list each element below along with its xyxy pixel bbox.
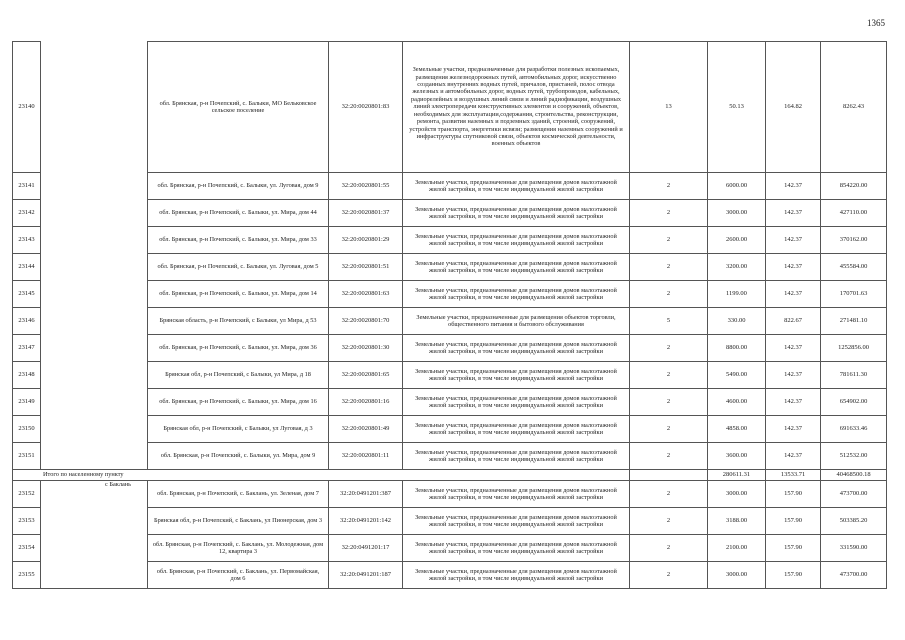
group-cell: 5	[630, 308, 708, 335]
rate-cell: 142.37	[766, 443, 821, 470]
cadastral-number-cell: 32:20:0491201:142	[329, 508, 403, 535]
summary-area: 280611.31	[708, 470, 766, 481]
spacer-cell	[41, 335, 148, 362]
land-use-cell: Земельные участки, предназначенные для размещения домов малоэтажной жилой застройки, в том числе индивидуальной жилой застройки	[403, 535, 630, 562]
table-row	[13, 42, 887, 173]
address-cell: обл. Брянская, р-н Почепский, с. Балыки, ул. Мира, дом 36	[148, 335, 329, 362]
group-cell: 2	[630, 416, 708, 443]
table-row	[13, 281, 887, 308]
table-row	[13, 254, 887, 281]
value-cell: 854220.00	[821, 173, 887, 200]
row-id-cell: 23148	[13, 362, 41, 389]
spacer-cell	[41, 308, 148, 335]
row-id-cell: 23144	[13, 254, 41, 281]
land-use-cell: Земельные участки, предназначенные для размещения домов малоэтажной жилой застройки, в том числе индивидуальной жилой застройки	[403, 227, 630, 254]
cadastral-number-cell: 32:20:0020801:70	[329, 308, 403, 335]
spacer-cell	[41, 362, 148, 389]
cadastral-number-cell: 32:20:0020801:65	[329, 362, 403, 389]
land-use-cell: Земельные участки, предназначенные для размещения домов малоэтажной жилой застройки, в том числе индивидуальной жилой застройки	[403, 281, 630, 308]
rate-cell: 142.37	[766, 254, 821, 281]
area-cell: 3000.00	[708, 200, 766, 227]
value-cell: 271481.10	[821, 308, 887, 335]
spacer-cell	[41, 443, 148, 470]
value-cell: 8262.43	[821, 42, 887, 173]
table-body-baklan	[13, 481, 887, 589]
spacer-cell	[41, 254, 148, 281]
rate-cell: 822.67	[766, 308, 821, 335]
cadastral-number-cell: 32:20:0020801:55	[329, 173, 403, 200]
group-cell: 2	[630, 281, 708, 308]
area-cell: 1199.00	[708, 281, 766, 308]
land-use-cell: Земельные участки, предназначенные для размещения домов малоэтажной жилой застройки, в том числе индивидуальной жилой застройки	[403, 173, 630, 200]
cadastral-number-cell: 32:20:0491201:387	[329, 481, 403, 508]
cadastral-number-cell: 32:20:0020801:37	[329, 200, 403, 227]
value-cell: 331590.00	[821, 535, 887, 562]
value-cell: 691633.46	[821, 416, 887, 443]
row-id-cell: 23141	[13, 173, 41, 200]
cadastral-number-cell: 32:20:0020801:49	[329, 416, 403, 443]
rate-cell: 157.90	[766, 508, 821, 535]
value-cell: 455584.00	[821, 254, 887, 281]
row-id-cell: 23145	[13, 281, 41, 308]
summary-empty-cell	[630, 470, 708, 481]
table-summary	[13, 470, 887, 481]
row-id-cell: 23143	[13, 227, 41, 254]
rate-cell: 142.37	[766, 389, 821, 416]
page-number: 1365	[867, 18, 885, 28]
address-cell: обл. Брянская, р-н Почепский, с. Балыки, ул. Мира, дом 33	[148, 227, 329, 254]
group-cell: 2	[630, 173, 708, 200]
cadastral-number-cell: 32:20:0020801:16	[329, 389, 403, 416]
group-cell: 2	[630, 562, 708, 589]
value-cell: 170701.63	[821, 281, 887, 308]
summary-value: 40468500.18	[821, 470, 887, 481]
address-cell: обл. Брянская, р-н Почепский, с. Баклань, ул. Зеленая, дом 7	[148, 481, 329, 508]
rate-cell: 164.82	[766, 42, 821, 173]
group-cell: 2	[630, 389, 708, 416]
group-cell: 2	[630, 335, 708, 362]
rate-cell: 142.37	[766, 362, 821, 389]
land-use-cell: Земельные участки, предназначенные для размещения домов малоэтажной жилой застройки, в том числе индивидуальной жилой застройки	[403, 335, 630, 362]
rate-cell: 142.37	[766, 200, 821, 227]
land-use-cell: Земельные участки, предназначенные для разработки полезных ископаемых, размещения железнодорожных путей, автомобильных дорог, искусственно созданных внутренних водных путей, причалов, пристаней, полос отвода железных и автомобильных дорог, водных путей, трубопроводов, кабельных, радиорелейных и воздушных линий связи и линий радиофикации, воздушных линий электропередачи конструктивных элементов и сооружений, объектов, необходимых для эксплуатации,содержания, строительства, реконструкции, ремонта, развития наземных и подземных зданий, строений, сооружений, устройств транспорта, энергетики исвязи; размещения наземных сооружений и инфраструктуры спутниковой связи, объектов космической деятельности, военных объектов	[403, 42, 630, 173]
group-cell: 2	[630, 254, 708, 281]
spacer-cell	[41, 227, 148, 254]
table-row	[13, 227, 887, 254]
rate-cell: 142.37	[766, 281, 821, 308]
group-cell: 2	[630, 481, 708, 508]
cadastral-number-cell: 32:20:0020801:11	[329, 443, 403, 470]
spacer-cell	[41, 173, 148, 200]
locality-label: с Баклань	[41, 481, 148, 589]
cadastral-number-cell: 32:20:0020801:29	[329, 227, 403, 254]
row-id-cell: 23147	[13, 335, 41, 362]
cadastral-number-cell: 32:20:0020801:30	[329, 335, 403, 362]
area-cell: 3000.00	[708, 481, 766, 508]
value-cell: 473700.00	[821, 562, 887, 589]
spacer-cell	[41, 42, 148, 173]
summary-rate: 13533.71	[766, 470, 821, 481]
address-cell: обл. Брянская, р-н Почепский, с. Балыки, МО Бельковское сельское поселение	[148, 42, 329, 173]
address-cell: обл. Брянская, р-н Почепский, с. Балыки, ул. Мира, дом 9	[148, 443, 329, 470]
area-cell: 3188.00	[708, 508, 766, 535]
land-use-cell: Земельные участки, предназначенные для размещения домов малоэтажной жилой застройки, в том числе индивидуальной жилой застройки	[403, 416, 630, 443]
cadastral-number-cell: 32:20:0491201:187	[329, 562, 403, 589]
area-cell: 4600.00	[708, 389, 766, 416]
area-cell: 4858.00	[708, 416, 766, 443]
land-use-cell: Земельные участки, предназначенные для размещения домов малоэтажной жилой застройки, в том числе индивидуальной жилой застройки	[403, 200, 630, 227]
row-id-cell: 23149	[13, 389, 41, 416]
area-cell: 3600.00	[708, 443, 766, 470]
area-cell: 6000.00	[708, 173, 766, 200]
land-use-cell: Земельные участки, предназначенные для размещения домов малоэтажной жилой застройки, в том числе индивидуальной жилой застройки	[403, 254, 630, 281]
land-parcel-table-sheet	[12, 41, 886, 589]
group-cell: 2	[630, 535, 708, 562]
group-cell: 2	[630, 200, 708, 227]
rate-cell: 142.37	[766, 227, 821, 254]
cadastral-number-cell: 32:20:0491201:17	[329, 535, 403, 562]
value-cell: 427110.00	[821, 200, 887, 227]
spacer-cell	[41, 416, 148, 443]
address-cell: обл. Брянская, р-н Почепский, с. Баклань, ул. Молодежная, дом 12, квартира 3	[148, 535, 329, 562]
summary-row	[13, 470, 887, 481]
table-row	[13, 308, 887, 335]
table-row	[13, 335, 887, 362]
land-use-cell: Земельные участки, предназначенные для размещения домов малоэтажной жилой застройки, в том числе индивидуальной жилой застройки	[403, 481, 630, 508]
land-use-cell: Земельные участки, предназначенные для размещения домов малоэтажной жилой застройки, в том числе индивидуальной жилой застройки	[403, 443, 630, 470]
summary-label: Итого по населенному пункту	[13, 470, 630, 481]
row-id-cell: 23151	[13, 443, 41, 470]
table-body-balyki	[13, 42, 887, 470]
row-id-cell: 23155	[13, 562, 41, 589]
row-id-cell: 23150	[13, 416, 41, 443]
address-cell: обл. Брянская, р-н Почепский, с. Балыки, ул. Мира, дом 16	[148, 389, 329, 416]
address-cell: Брянская область, р-н Почепский, с Балыки, ул Мира, д 53	[148, 308, 329, 335]
row-id-cell: 23140	[13, 42, 41, 173]
row-id-cell: 23152	[13, 481, 41, 508]
address-cell: обл. Брянская, р-н Почепский, с. Балыки, ул. Луговая, дом 9	[148, 173, 329, 200]
land-use-cell: Земельные участки, предназначенные для размещения домов малоэтажной жилой застройки, в том числе индивидуальной жилой застройки	[403, 562, 630, 589]
area-cell: 2600.00	[708, 227, 766, 254]
row-id-cell: 23146	[13, 308, 41, 335]
address-cell: Брянская обл, р-н Почепский, с Балыки, ул Мира, д 18	[148, 362, 329, 389]
area-cell: 3000.00	[708, 562, 766, 589]
group-cell: 13	[630, 42, 708, 173]
land-parcel-table	[12, 41, 887, 589]
address-cell: обл. Брянская, р-н Почепский, с. Баклань, ул. Первомайская, дом 6	[148, 562, 329, 589]
address-cell: Брянская обл, р-н Почепский, с Балыки, ул Луговая, д 3	[148, 416, 329, 443]
value-cell: 654902.00	[821, 389, 887, 416]
table-row	[13, 362, 887, 389]
rate-cell: 157.90	[766, 562, 821, 589]
rate-cell: 142.37	[766, 335, 821, 362]
spacer-cell	[41, 200, 148, 227]
address-cell: обл. Брянская, р-н Почепский, с. Балыки, ул. Мира, дом 44	[148, 200, 329, 227]
land-use-cell: Земельные участки, предназначенные для размещения домов малоэтажной жилой застройки, в том числе индивидуальной жилой застройки	[403, 362, 630, 389]
spacer-cell	[41, 281, 148, 308]
land-use-cell: Земельные участки, предназначенные для размещения объектов торговли, общественного питания и бытового обслуживания	[403, 308, 630, 335]
address-cell: обл. Брянская, р-н Почепский, с. Балыки, ул. Мира, дом 14	[148, 281, 329, 308]
value-cell: 781611.30	[821, 362, 887, 389]
address-cell: Брянская обл, р-н Почепский, с Баклань, ул Пионерская, дом 3	[148, 508, 329, 535]
group-cell: 2	[630, 362, 708, 389]
row-id-cell: 23142	[13, 200, 41, 227]
row-id-cell: 23154	[13, 535, 41, 562]
area-cell: 330.00	[708, 308, 766, 335]
rate-cell: 157.90	[766, 535, 821, 562]
table-row	[13, 200, 887, 227]
address-cell: обл. Брянская, р-н Почепский, с. Балыки, ул. Луговая, дом 5	[148, 254, 329, 281]
cadastral-number-cell: 32:20:0020801:51	[329, 254, 403, 281]
area-cell: 8800.00	[708, 335, 766, 362]
value-cell: 503385.20	[821, 508, 887, 535]
row-id-cell: 23153	[13, 508, 41, 535]
table-row	[13, 481, 887, 508]
rate-cell: 142.37	[766, 416, 821, 443]
area-cell: 50.13	[708, 42, 766, 173]
land-use-cell: Земельные участки, предназначенные для размещения домов малоэтажной жилой застройки, в том числе индивидуальной жилой застройки	[403, 508, 630, 535]
area-cell: 2100.00	[708, 535, 766, 562]
land-use-cell: Земельные участки, предназначенные для размещения домов малоэтажной жилой застройки, в том числе индивидуальной жилой застройки	[403, 389, 630, 416]
group-cell: 2	[630, 443, 708, 470]
group-cell: 2	[630, 508, 708, 535]
value-cell: 512532.00	[821, 443, 887, 470]
table-row	[13, 173, 887, 200]
rate-cell: 142.37	[766, 173, 821, 200]
value-cell: 473700.00	[821, 481, 887, 508]
area-cell: 3200.00	[708, 254, 766, 281]
value-cell: 370162.00	[821, 227, 887, 254]
table-row	[13, 443, 887, 470]
value-cell: 1252856.00	[821, 335, 887, 362]
cadastral-number-cell: 32:20:0020801:63	[329, 281, 403, 308]
cadastral-number-cell: 32:20:0020801:83	[329, 42, 403, 173]
spacer-cell	[41, 389, 148, 416]
rate-cell: 157.90	[766, 481, 821, 508]
area-cell: 5490.00	[708, 362, 766, 389]
table-row	[13, 389, 887, 416]
group-cell: 2	[630, 227, 708, 254]
table-row	[13, 416, 887, 443]
